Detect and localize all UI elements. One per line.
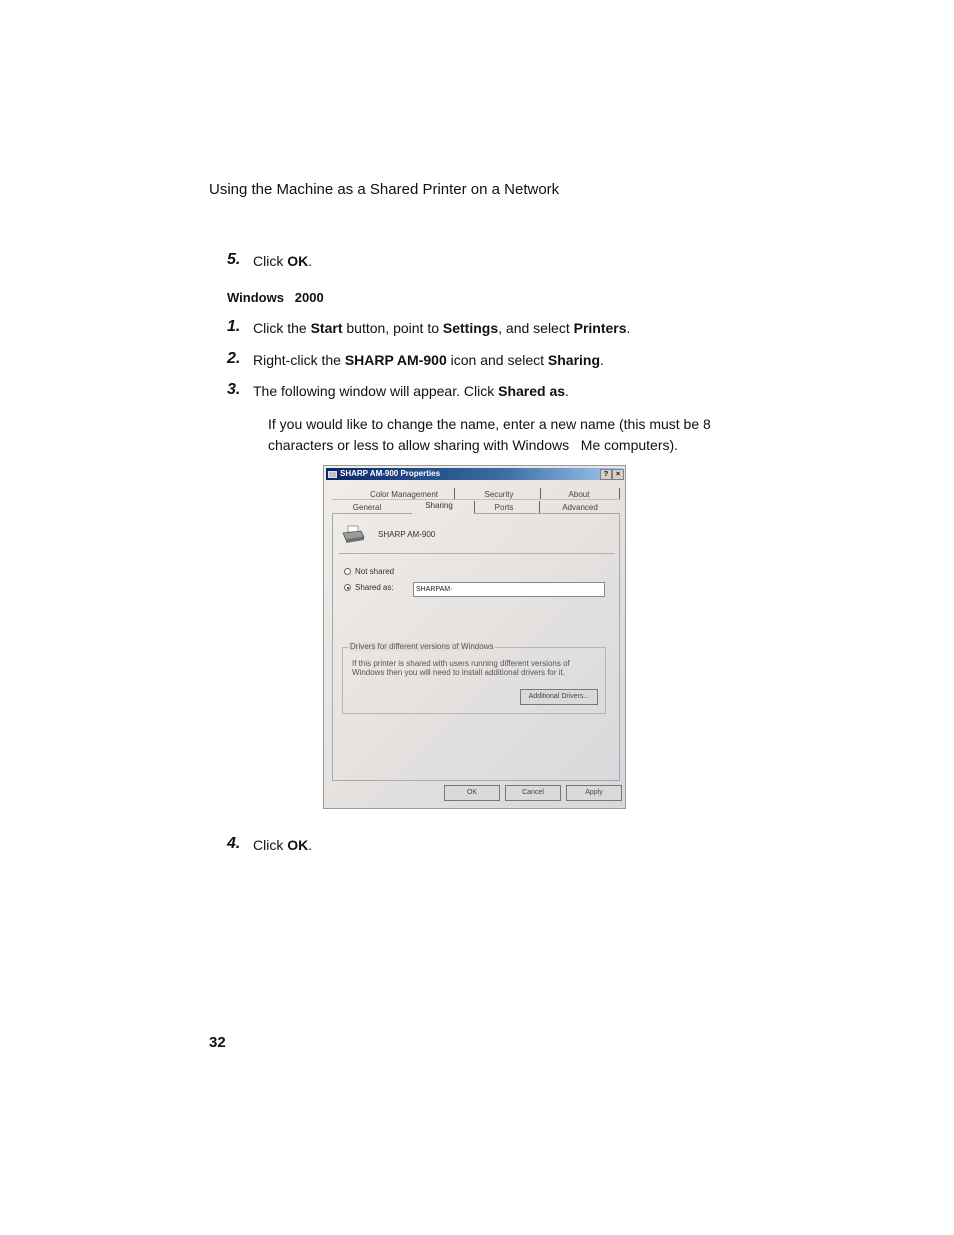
step-4-number: 4. [227, 835, 241, 852]
drivers-text-1: If this printer is shared with users running different versions of [352, 659, 570, 668]
window-icon [328, 470, 337, 482]
section-heading: Windows 2000 [227, 290, 324, 305]
printer-icon [341, 525, 365, 547]
note-line-2: characters or less to allow sharing with Windows Me computers). [268, 437, 679, 453]
share-name-field[interactable]: SHARPAM· [413, 582, 605, 597]
page-number: 32 [209, 1034, 226, 1051]
shared-as-radio[interactable] [344, 584, 351, 591]
apply-button[interactable]: Apply [566, 785, 622, 801]
step-4-text: Click OK. [253, 837, 313, 853]
page-header: Using the Machine as a Shared Printer on a Network [209, 181, 560, 198]
drivers-text-2: Windows then you will need to install additional drivers for it. [352, 668, 565, 677]
tab-advanced[interactable]: Advanced [562, 503, 598, 512]
step-3-text: The following window will appear. Click Shared as. [253, 383, 569, 399]
sharing-panel [332, 513, 620, 781]
drivers-group [342, 642, 606, 714]
dialog-title: SHARP AM-900 Properties [340, 469, 441, 478]
tab-security[interactable]: Security [484, 490, 514, 499]
tab-sharing[interactable]: Sharing [425, 501, 453, 510]
dialog-titlebar [326, 468, 623, 480]
tab-color-management[interactable]: Color Management [369, 490, 439, 499]
additional-drivers-button[interactable]: Additional Drivers... [520, 689, 598, 705]
not-shared-radio[interactable] [344, 568, 351, 575]
help-button[interactable]: ? [600, 469, 612, 480]
cancel-button[interactable]: Cancel [505, 785, 561, 801]
step-2-number: 2. [227, 350, 241, 367]
step-2-text: Right-click the SHARP AM-900 icon and select Sharing. [253, 352, 604, 368]
not-shared-label: Not shared [355, 567, 395, 576]
properties-dialog [323, 465, 626, 809]
tab-ports[interactable]: Ports [494, 503, 514, 512]
step-5-number: 5. [227, 251, 241, 268]
ok-button[interactable]: OK [444, 785, 500, 801]
tab-general[interactable]: General [352, 503, 382, 512]
step-3-number: 3. [227, 381, 241, 398]
printer-name: SHARP AM-900 [378, 530, 436, 539]
step-1-number: 1. [227, 318, 241, 335]
step-5-text: Click OK. [253, 253, 313, 269]
close-button[interactable]: × [612, 469, 624, 480]
step-1-text: Click the Start button, point to Settings, and select Printers. [253, 320, 631, 336]
tab-about[interactable]: About [568, 490, 590, 499]
drivers-group-title: Drivers for different versions of Windows [350, 642, 494, 651]
shared-as-label: Shared as: [355, 583, 394, 592]
note-line-1: If you would like to change the name, enter a new name (this must be 8 [268, 416, 711, 432]
